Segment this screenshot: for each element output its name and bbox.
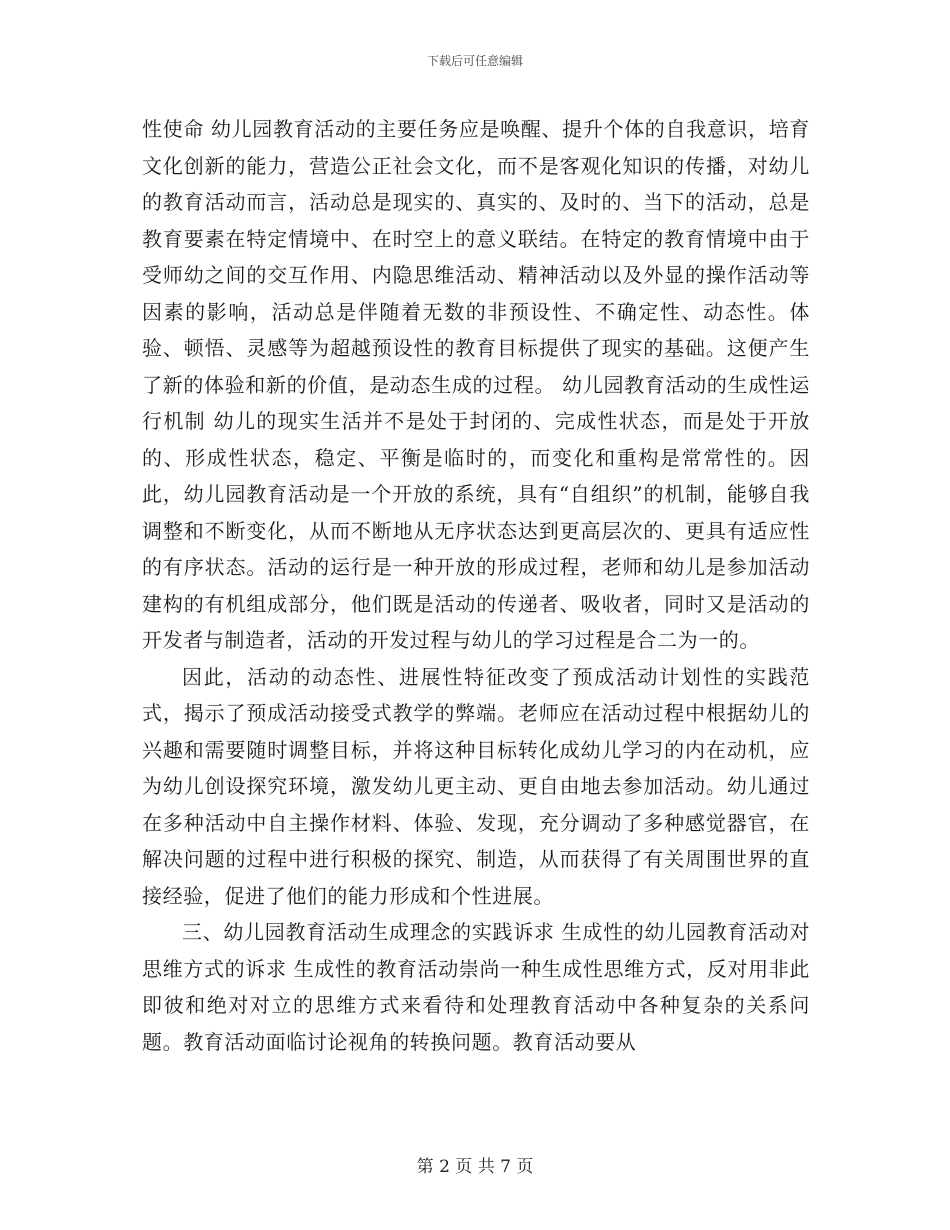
paragraph-2: 因此，活动的动态性、进展性特征改变了预成活动计划性的实践范式，揭示了预成活动接受式教学的弊端。老师应在活动过程中根据幼儿的兴趣和需要随时调整目标，并将这种目标转化成幼儿学习的内在动机，应为幼儿创设探究环境，激发幼儿更主动、更自由地去参加活动。幼儿通过在多种活动中自主操作材料、体验、发现，充分调动了多种感觉器官，在解决问题的过程中进行积极的探究、制造，从而获得了有关周围世界的直接经验，促进了他们的能力形成和个性进展。: [142, 664, 810, 908]
document-body: [142, 111, 810, 1060]
paragraph-1: 性使命 幼儿园教育活动的主要任务应是唤醒、提升个体的自我意识，培育文化创新的能力，营造公正社会文化，而不是客观化知识的传播，对幼儿的教育活动而言，活动总是现实的、真实的、及时的、当下的活动，总是教育要素在特定情境中、在时空上的意义联结。在特定的教育情境中由于受师幼之间的交互作用、内隐思维活动、精神活动以及外显的操作活动等因素的影响，活动总是伴随着无数的非预设性、不确定性、动态性。体验、顿悟、灵感等为超越预设性的教育目标提供了现实的基础。这便产生了新的体验和新的价值，是动态生成的过程。 幼儿园教育活动的生成性运行机制 幼儿的现实生活并不是处于封闭的、完成性状态，而是处于开放的、形成性状态，稳定、平衡是临时的，而变化和重构是常常性的。因此，幼儿园教育活动是一个开放的系统，具有“自组织”的机制，能够自我调整和不断变化，从而不断地从无序状态达到更高层次的、更具有适应性的有序状态。活动的运行是一种开放的形成过程，老师和幼儿是参加活动建构的有机组成部分，他们既是活动的传递者、吸收者，同时又是活动的开发者与制造者，活动的开发过程与幼儿的学习过程是合二为一的。: [142, 117, 810, 652]
page-header: 下载后可任意编辑: [426, 54, 523, 68]
paragraph-3: 三、幼儿园教育活动生成理念的实践诉求 生成性的幼儿园教育活动对思维方式的诉求 生成性的教育活动崇尚一种生成性思维方式，反对用非此即彼和绝对对立的思维方式来看待和处理教育活动中各种复杂的关系问题。教育活动面临讨论视角的转换问题。教育活动要从: [142, 920, 810, 1054]
page-number-footer: 第 2 页 共 7 页: [416, 1157, 534, 1177]
